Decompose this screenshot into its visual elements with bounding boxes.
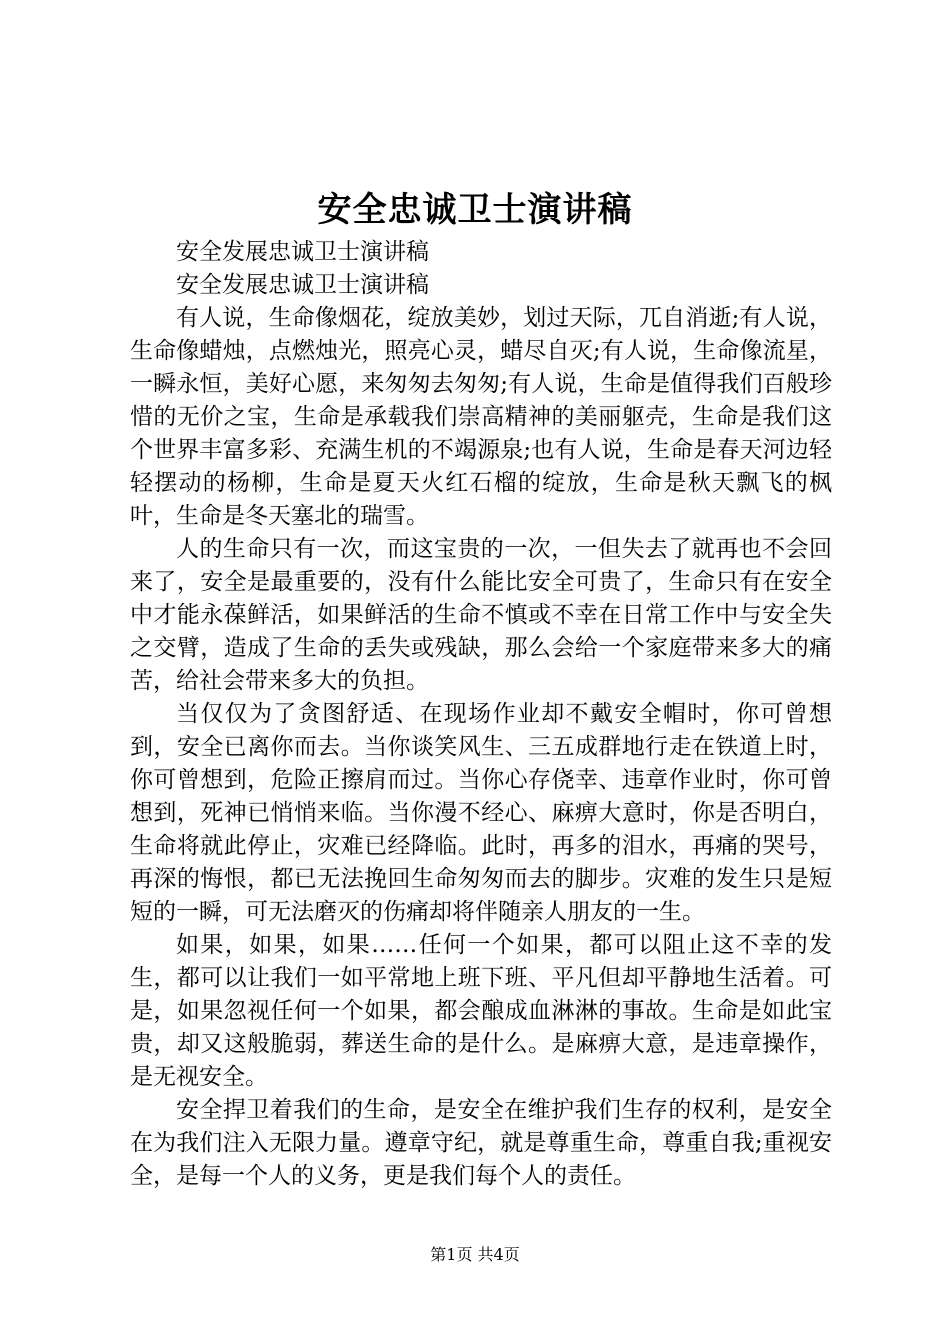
paragraph: 安全发展忠诚卫士演讲稿 [176,239,429,265]
document-body [130,236,832,1193]
paragraph: 当仅仅为了贪图舒适、在现场作业却不戴安全帽时，你可曾想到，安全已离你而去。当你谈笑风生、三五成群地行走在铁道上时，你可曾想到，危险正擦肩而过。当你心存侥幸、违章作业时，你可曾想到，死神已悄悄来临。当你漫不经心、麻痹大意时，你是否明白，生命将就此停止，灾难已经降临。此时，再多的泪水，再痛的哭号，再深的悔恨，都已无法挽回生命匆匆而去的脚步。灾难的发生只是短短的一瞬，可无法磨灭的伤痛却将伴随亲人朋友的一生。 [130,701,832,925]
page-number-footer: 第1页 共4页 [430,1245,520,1264]
paragraph: 人的生命只有一次，而这宝贵的一次，一但失去了就再也不会回来了，安全是最重要的，没有什么能比安全可贵了，生命只有在安全中才能永葆鲜活，如果鲜活的生命不慎或不幸在日常工作中与安全失之交臂，造成了生命的丢失或残缺，那么会给一个家庭带来多大的痛苦，给社会带来多大的负担。 [130,536,832,694]
paragraph: 安全捍卫着我们的生命，是安全在维护我们生存的权利，是安全在为我们注入无限力量。遵章守纪，就是尊重生命，尊重自我;重视安全，是每一个人的义务，更是我们每个人的责任。 [130,1097,832,1189]
paragraph: 如果，如果，如果……任何一个如果，都可以阻止这不幸的发生，都可以让我们一如平常地上班下班、平凡但却平静地生活着。可是，如果忽视任何一个如果，都会酿成血淋淋的事故。生命是如此宝贵，却又这般脆弱，葬送生命的是什么。是麻痹大意，是违章操作，是无视安全。 [130,932,832,1090]
paragraph: 有人说，生命像烟花，绽放美妙，划过天际，兀自消逝;有人说，生命像蜡烛，点燃烛光，照亮心灵，蜡尽自灭;有人说，生命像流星，一瞬永恒，美好心愿，来匆匆去匆匆;有人说，生命是值得我们百般珍惜的无价之宝，生命是承载我们崇高精神的美丽躯壳，生命是我们这个世界丰富多彩、充满生机的不竭源泉;也有人说，生命是春天河边轻轻摆动的杨柳，生命是夏天火红石榴的绽放，生命是秋天飘飞的枫叶，生命是冬天塞北的瑞雪。 [130,305,832,529]
paragraph: 安全发展忠诚卫士演讲稿 [176,272,429,298]
document-title: 安全忠诚卫士演讲稿 [317,190,633,230]
